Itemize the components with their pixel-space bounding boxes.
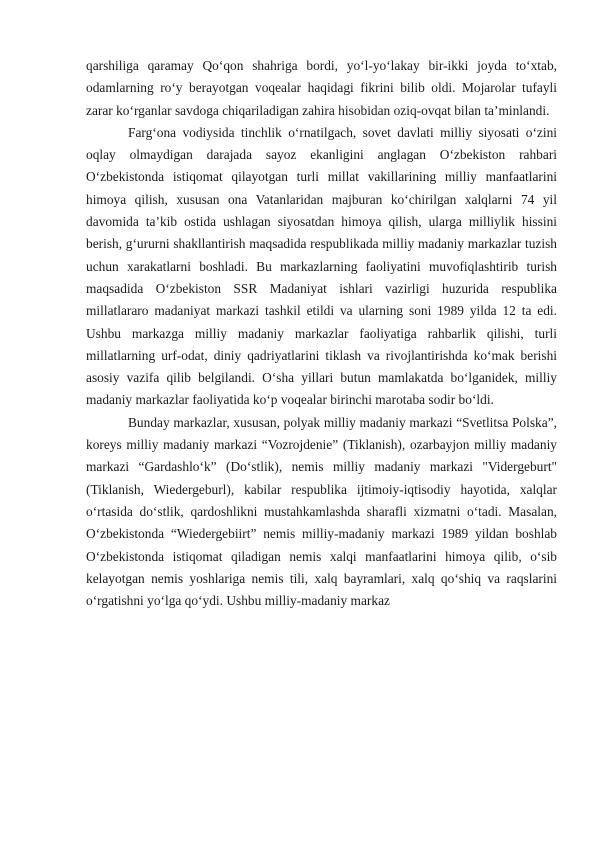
paragraph-national-centers: Farg‘ona vodiysida tinchlik o‘rnatilgach, sovet davlati milliy siyosati o‘zini oqlay olmaydigan darajada sayoz ekanligini anglagan O‘zbekiston rahbari O‘zbekistonda istiqomat qilayotgan turli millat vakillarining milliy manfaatlarini himoya qilish, xususan ona Vatanlaridan majburan ko‘chirilgan xalqlarni 74 yil davomida ta’kib ostida ushlagan siyosatdan himoya qilish, ularga milliylik hissini berish, g‘ururni shakllantirish maqsadida respublikada milliy madaniy markazlar tuzish uchun xarakatlarni boshladi. Bu markazlarning faoliyatini muvofiqlashtirib turish maqsadida O‘zbekiston SSR Madaniyat ishlari vazirligi huzurida respublika millatlararo madaniyat markazi tashkil etildi va ularning soni 1989 yilda 12 ta edi. Ushbu markazga milliy madaniy markazlar faoliyatiga rahbarlik qilishi, turli millatlarning urf-odat, diniy qadriyatlarini tiklash va rivojlantirishda ko‘mak berishi asosiy vazifa qilib belgilandi. O‘sha yillari butun mamlakatda bo‘lganidek, milliy madaniy markazlar faoliyatida ko‘p voqealar birinchi marotaba sodir bo‘ldi. bbox=[86, 124, 557, 408]
document-page bbox=[86, 55, 557, 612]
paragraph-continuation: qarshiliga qaramay Qo‘qon shahriga bordi, yo‘l-yo‘lakay bir-ikki joyda to‘xtab, odamlarning ro‘y berayotgan voqealar haqidagi fikrini bilib oldi. Mojarolar tufayli zarar ko‘rganlar savdoga chiqariladigan zahira hisobidan oziq-ovqat bilan ta’minlandi. bbox=[86, 58, 557, 118]
paragraph-centers-examples: Bunday markazlar, xususan, polyak milliy madaniy markazi “Svetlitsa Polska”, koreys milliy madaniy markazi “Vozrojdenie” (Tiklanish), ozarbayjon milliy madaniy markazi “Gardashlo‘k” (Do‘stlik), nemis milliy madaniy markazi "Vidergeburt" (Tiklanish, Wiedergeburl), kabilar respublika ijtimoiy-iqtisodiy hayotida, xalqlar o‘rtasida do‘stlik, qardoshlikni mustahkamlashda sharafli xizmatni o‘tadi. Masalan, O‘zbekistonda “Wiedergebiirt” nemis milliy-madaniy markazi 1989 yildan boshlab O‘zbekistonda istiqomat qiladigan nemis xalqi manfaatlarini himoya qilib, o‘sib kelayotgan nemis yoshlariga nemis tili, xalq bayramlari, xalq qo‘shiq va raqslarini o‘rgatishni yo‘lga qo‘ydi. Ushbu milliy-madaniy markaz bbox=[86, 414, 557, 609]
